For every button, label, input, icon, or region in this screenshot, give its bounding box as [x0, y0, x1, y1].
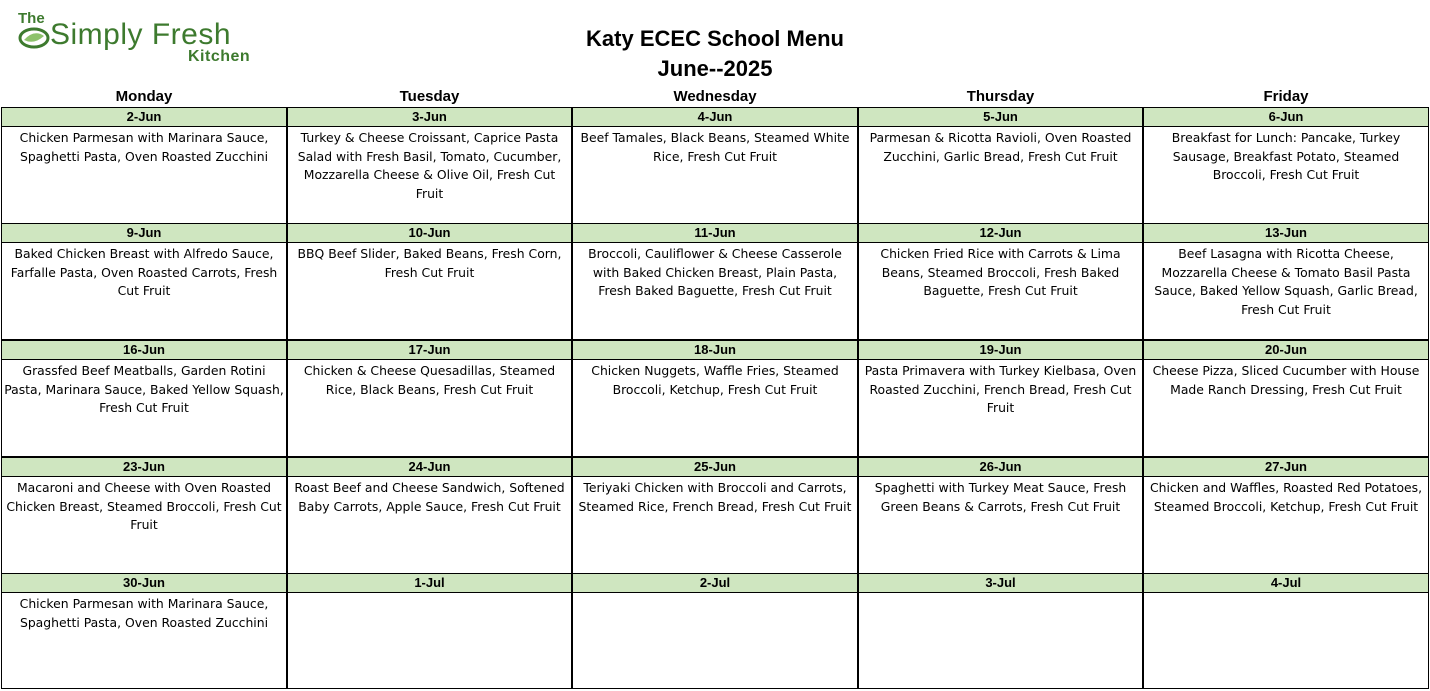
menu-day-cell	[1, 457, 287, 574]
day-meal	[859, 593, 1142, 595]
day-date: 3-Jun	[288, 107, 571, 127]
day-date: 24-Jun	[288, 457, 571, 477]
day-date: 11-Jun	[573, 223, 857, 243]
day-meal: Broccoli, Cauliflower & Cheese Casserole with Baked Chicken Breast, Plain Pasta, Fresh Baked Baguette, Fresh Cut Fruit	[588, 246, 842, 298]
day-date: 27-Jun	[1144, 457, 1428, 477]
day-meal: BBQ Beef Slider, Baked Beans, Fresh Corn, Fresh Cut Fruit	[297, 246, 562, 280]
day-date: 2-Jun	[2, 107, 286, 127]
day-meal: Beef Tamales, Black Beans, Steamed White Rice, Fresh Cut Fruit	[580, 130, 850, 164]
menu-day-cell	[1, 223, 287, 340]
day-meal: Chicken Fried Rice with Carrots & Lima Beans, Steamed Broccoli, Fresh Baked Baguette, Fresh Cut Fruit	[880, 246, 1121, 298]
day-meal: Turkey & Cheese Croissant, Caprice Pasta Salad with Fresh Basil, Tomato, Cucumber, Mozzarella Cheese & Olive Oil, Fresh Cut Fruit	[297, 130, 562, 201]
day-header-friday: Friday	[1263, 88, 1309, 105]
day-meal: Beef Lasagna with Ricotta Cheese, Mozzarella Cheese & Tomato Basil Pasta Sauce, Baked Yellow Squash, Garlic Bread, Fresh Cut Fruit	[1154, 246, 1418, 317]
menu-day-cell	[287, 340, 572, 457]
day-date: 12-Jun	[859, 223, 1142, 243]
menu-day-cell	[287, 573, 572, 689]
day-date: 4-Jul	[1144, 573, 1428, 593]
day-meal: Chicken Nuggets, Waffle Fries, Steamed Broccoli, Ketchup, Fresh Cut Fruit	[591, 363, 839, 397]
day-date: 16-Jun	[2, 340, 286, 360]
menu-day-cell	[858, 223, 1143, 340]
day-header-monday: Monday	[115, 88, 173, 105]
menu-day-cell	[1, 573, 287, 689]
menu-day-cell	[1143, 107, 1429, 224]
day-date: 23-Jun	[2, 457, 286, 477]
page-month: June--2025	[657, 56, 773, 81]
menu-day-cell	[287, 107, 572, 224]
logo-brand-text: Simply Fresh	[50, 18, 232, 51]
day-meal	[573, 593, 857, 595]
day-meal: Teriyaki Chicken with Broccoli and Carrots, Steamed Rice, French Bread, Fresh Cut Fruit	[578, 480, 852, 514]
page-title: Katy ECEC School Menu	[586, 26, 844, 51]
menu-day-cell	[858, 340, 1143, 457]
day-meal: Parmesan & Ricotta Ravioli, Oven Roasted Zucchini, Garlic Bread, Fresh Cut Fruit	[869, 130, 1132, 164]
day-header-thursday: Thursday	[966, 88, 1035, 105]
day-date: 4-Jun	[573, 107, 857, 127]
menu-day-cell	[572, 340, 858, 457]
day-date: 2-Jul	[573, 573, 857, 593]
day-header-wednesday: Wednesday	[673, 88, 757, 105]
day-date: 20-Jun	[1144, 340, 1428, 360]
menu-day-cell	[858, 107, 1143, 224]
day-meal: Spaghetti with Turkey Meat Sauce, Fresh Green Beans & Carrots, Fresh Cut Fruit	[874, 480, 1127, 514]
day-date: 30-Jun	[2, 573, 286, 593]
day-date: 3-Jul	[859, 573, 1142, 593]
day-date: 6-Jun	[1144, 107, 1428, 127]
menu-day-cell	[858, 573, 1143, 689]
menu-day-cell	[572, 223, 858, 340]
day-meal: Cheese Pizza, Sliced Cucumber with House Made Ranch Dressing, Fresh Cut Fruit	[1152, 363, 1420, 397]
menu-day-cell	[1, 107, 287, 224]
day-date: 17-Jun	[288, 340, 571, 360]
day-meal: Grassfed Beef Meatballs, Garden Rotini Pasta, Marinara Sauce, Baked Yellow Squash, Fresh Cut Fruit	[4, 363, 284, 415]
menu-day-cell	[287, 457, 572, 574]
menu-day-cell	[1143, 223, 1429, 340]
menu-day-cell	[858, 457, 1143, 574]
day-meal: Roast Beef and Cheese Sandwich, Softened Baby Carrots, Apple Sauce, Fresh Cut Fruit	[294, 480, 565, 514]
menu-day-cell	[572, 107, 858, 224]
day-meal: Breakfast for Lunch: Pancake, Turkey Sausage, Breakfast Potato, Steamed Broccoli, Fresh Cut Fruit	[1171, 130, 1401, 182]
menu-day-cell	[287, 223, 572, 340]
menu-day-cell	[1143, 573, 1429, 689]
day-meal	[288, 593, 571, 595]
day-meal: Chicken Parmesan with Marinara Sauce, Spaghetti Pasta, Oven Roasted Zucchini	[19, 596, 269, 630]
day-date: 25-Jun	[573, 457, 857, 477]
day-date: 1-Jul	[288, 573, 571, 593]
day-date: 5-Jun	[859, 107, 1142, 127]
day-date: 10-Jun	[288, 223, 571, 243]
day-meal: Macaroni and Cheese with Oven Roasted Chicken Breast, Steamed Broccoli, Fresh Cut Fruit	[6, 480, 282, 532]
menu-day-cell	[572, 573, 858, 689]
day-date: 26-Jun	[859, 457, 1142, 477]
day-date: 13-Jun	[1144, 223, 1428, 243]
logo-kitchen-text: Kitchen	[188, 48, 251, 65]
day-date: 19-Jun	[859, 340, 1142, 360]
day-header-tuesday: Tuesday	[399, 88, 460, 105]
logo-the-text: The	[18, 10, 45, 27]
day-meal: Chicken and Waffles, Roasted Red Potatoes, Steamed Broccoli, Ketchup, Fresh Cut Fruit	[1149, 480, 1423, 514]
day-meal: Pasta Primavera with Turkey Kielbasa, Oven Roasted Zucchini, French Bread, Fresh Cut Fruit	[864, 363, 1137, 415]
menu-day-cell	[1143, 457, 1429, 574]
day-date: 18-Jun	[573, 340, 857, 360]
day-meal	[1144, 593, 1428, 595]
menu-day-cell	[1143, 340, 1429, 457]
day-meal: Chicken Parmesan with Marinara Sauce, Spaghetti Pasta, Oven Roasted Zucchini	[19, 130, 269, 164]
day-meal: Baked Chicken Breast with Alfredo Sauce, Farfalle Pasta, Oven Roasted Carrots, Fresh Cut Fruit	[10, 246, 278, 298]
day-date: 9-Jun	[2, 223, 286, 243]
menu-day-cell	[572, 457, 858, 574]
menu-day-cell	[1, 340, 287, 457]
day-meal: Chicken & Cheese Quesadillas, Steamed Rice, Black Beans, Fresh Cut Fruit	[303, 363, 556, 397]
